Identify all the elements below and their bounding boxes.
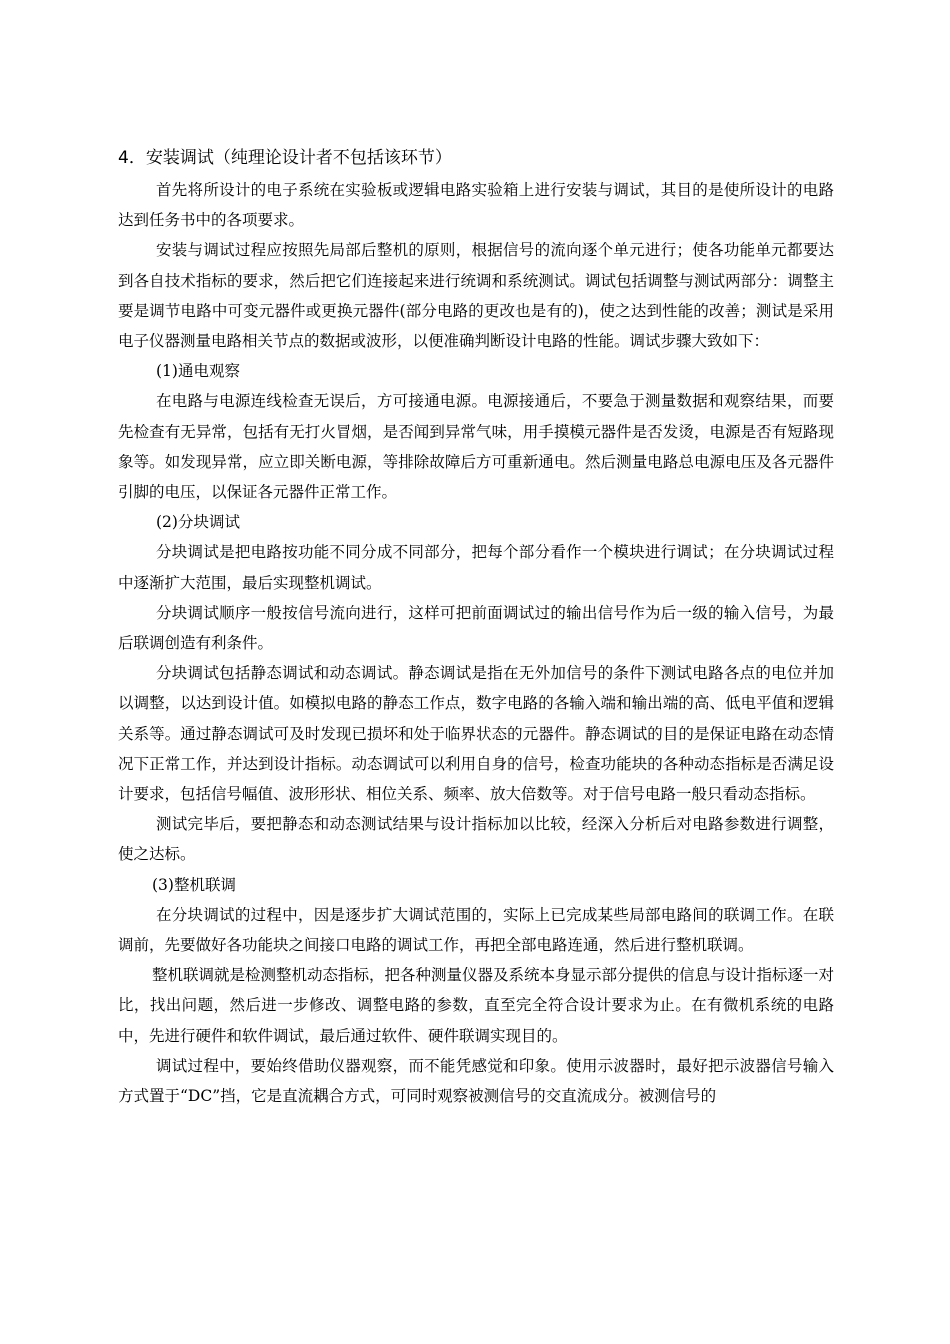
block-debug-paragraph-3: 分块调试包括静态调试和动态调试。静态调试是指在无外加信号的条件下测试电路各点的电位并加以调整，以达到设计值。如模拟电路的静态工作点，数字电路的各输入端和输出端的高、低电平值和逻辑关系等。通过静态调试可及时发现已损坏和处于临界状态的元器件。静态调试的目的是保证电路在动态情况下正常工作，并达到设计指标。动态调试可以利用自身的信号，检查功能块的各种动态指标是否满足设计要求，包括信号幅值、波形形状、相位关系、频率、放大倍数等。对于信号电路一般只看动态指标。 [118,664,834,804]
intro-paragraph-2: 安装与调试过程应按照先局部后整机的原则，根据信号的流向逐个单元进行；使各功能单元都要达到各自技术指标的要求，然后把它们连接起来进行统调和系统测试。调试包括调整与测试两部分：调整主要是调节电路中可变元器件或更换元器件(部分电路的更改也是有的)，使之达到性能的改善；测试是采用电子仪器测量电路相关节点的数据或波形，以便准确判断设计电路的性能。调试步骤大致如下： [118,241,834,351]
intro-paragraph-1: 首先将所设计的电子系统在实验板或逻辑电路实验箱上进行安装与调试，其目的是使所设计的电路达到任务书中的各项要求。 [118,181,834,230]
subsection-title-system-debug: (3)整机联调 [152,875,236,894]
block-debug-paragraph-1: 分块调试是把电路按功能不同分成不同部分，把每个部分看作一个模块进行调试；在分块调试过程中逐渐扩大范围，最后实现整机调试。 [118,543,834,592]
section-heading: 4．安装调试（纯理论设计者不包括该环节） [118,148,452,168]
block-debug-paragraph-4: 测试完毕后，要把静态和动态测试结果与设计指标加以比较，经深入分析后对电路参数进行调整，使之达标。 [118,815,834,864]
subsection-title-block-debug: (2)分块调试 [156,513,240,532]
subsection-title-power-on: (1)通电观察 [156,362,240,381]
system-debug-paragraph-1: 在分块调试的过程中，因是逐步扩大调试范围的，实际上已完成某些局部电路间的联调工作。在联调前，先要做好各功能块之间接口电路的调试工作，再把全部电路连通，然后进行整机联调。 [118,905,834,955]
system-debug-paragraph-3: 调试过程中，要始终借助仪器观察，而不能凭感觉和印象。使用示波器时，最好把示波器信号输入方式置于“DC”挡，它是直流耦合方式，可同时观察被测信号的交直流成分。被测信号的 [118,1056,834,1106]
page-content [118,143,834,1111]
block-debug-paragraph-2: 分块调试顺序一般按信号流向进行，这样可把前面调试过的输出信号作为后一级的输入信号，为最后联调创造有利条件。 [118,603,834,653]
power-on-paragraph: 在电路与电源连线检查无误后，方可接通电源。电源接通后，不要急于测量数据和观察结果，而要先检查有无异常，包括有无打火冒烟，是否闻到异常气味，用手摸模元器件是否发烫，电源是否有短路现象等。如发现异常，应立即关断电源，等排除故障后方可重新通电。然后测量电路总电源电压及各元器件引脚的电压，以保证各元器件正常工作。 [118,392,834,502]
system-debug-paragraph-2: 整机联调就是检测整机动态指标，把各种测量仪器及系统本身显示部分提供的信息与设计指标逐一对比，找出问题，然后进一步修改、调整电路的参数，直至完全符合设计要求为止。在有微机系统的电路中，先进行硬件和软件调试，最后通过软件、硬件联调实现目的。 [118,966,835,1045]
